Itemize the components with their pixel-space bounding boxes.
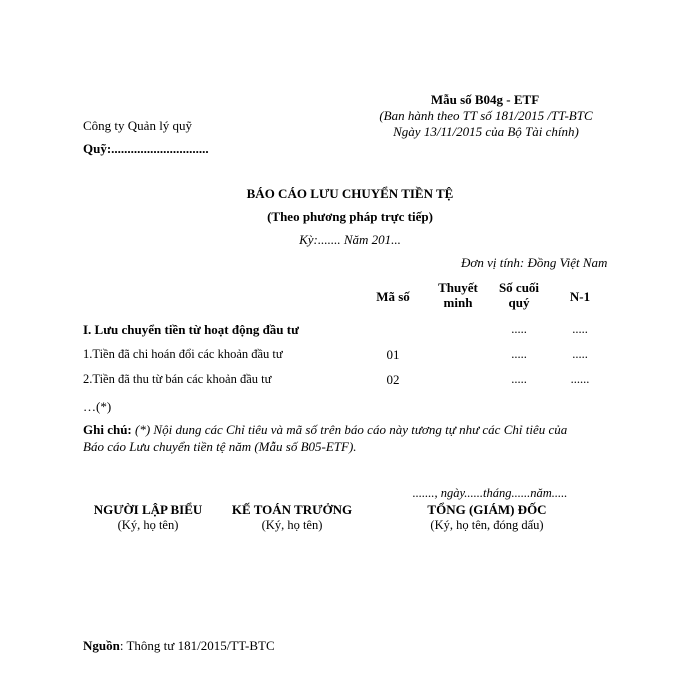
fund-value: ..............................: [111, 141, 209, 156]
table-ellipsis: …(*): [83, 399, 112, 414]
header-code: Mã số: [376, 289, 410, 304]
report-period: Kỳ:....... Năm 201...: [299, 232, 401, 247]
row-code: 01: [386, 347, 400, 362]
row-label: 1.Tiền đã chi hoán đổi các khoản đầu tư: [83, 347, 283, 361]
director-sub: (Ký, họ tên, đóng dấu): [430, 518, 544, 532]
row-code: 02: [386, 372, 400, 387]
header-note-2: minh: [443, 295, 473, 310]
note-line-1: [83, 422, 567, 438]
header-end-2: quý: [508, 295, 530, 310]
director-title: TỔNG (GIÁM) ĐỐC: [427, 502, 547, 517]
header-prev: N-1: [569, 289, 591, 304]
row-label: 2.Tiền đã thu từ bán các khoản đầu tư: [83, 372, 272, 386]
note-text-1: (*) Nội dung các Chỉ tiêu và mã số trên báo cáo này tương tự như các Chỉ tiêu của: [131, 422, 568, 437]
note-line-2: Báo cáo Lưu chuyển tiền tệ năm (Mẫu số B05-ETF).: [83, 439, 357, 454]
accountant-title: KẾ TOÁN TRƯỞNG: [231, 502, 353, 517]
issued-line-2: Ngày 13/11/2015 của Bộ Tài chính): [393, 124, 579, 139]
source-text: : Thông tư 181/2015/TT-BTC: [119, 638, 275, 653]
preparer-title: NGƯỜI LẬP BIỂU: [93, 502, 203, 517]
fund-label: Quỹ:: [83, 141, 112, 156]
form-code: Mẫu số B04g - ETF: [430, 92, 540, 107]
row-prev-value: .....: [572, 322, 588, 336]
header-end-1: Số cuối: [498, 280, 540, 295]
currency-unit: Đơn vị tính: Đồng Việt Nam: [461, 255, 608, 270]
report-title: BÁO CÁO LƯU CHUYỂN TIỀN TỆ: [246, 186, 454, 201]
row-prev-value: ......: [570, 372, 590, 386]
row-label: I. Lưu chuyển tiền từ hoạt động đầu tư: [83, 322, 299, 337]
source-line: [83, 638, 275, 654]
sign-date-line: ......., ngày......tháng......năm.....: [412, 486, 568, 500]
header-note-1: Thuyết: [438, 280, 478, 295]
source-label: Nguồn: [83, 638, 120, 653]
row-end-value: .....: [511, 322, 527, 336]
row-end-value: .....: [511, 372, 527, 386]
row-prev-value: .....: [572, 347, 588, 361]
report-subtitle: (Theo phương pháp trực tiếp): [267, 209, 433, 224]
note-label: Ghi chú:: [83, 422, 132, 437]
fund-line: [83, 141, 209, 157]
issued-line-1: (Ban hành theo TT số 181/2015 /TT-BTC: [379, 108, 593, 123]
row-end-value: .....: [511, 347, 527, 361]
preparer-sub: (Ký, họ tên): [117, 518, 179, 532]
accountant-sub: (Ký, họ tên): [261, 518, 323, 532]
company-name: Công ty Quản lý quỹ: [83, 118, 193, 133]
